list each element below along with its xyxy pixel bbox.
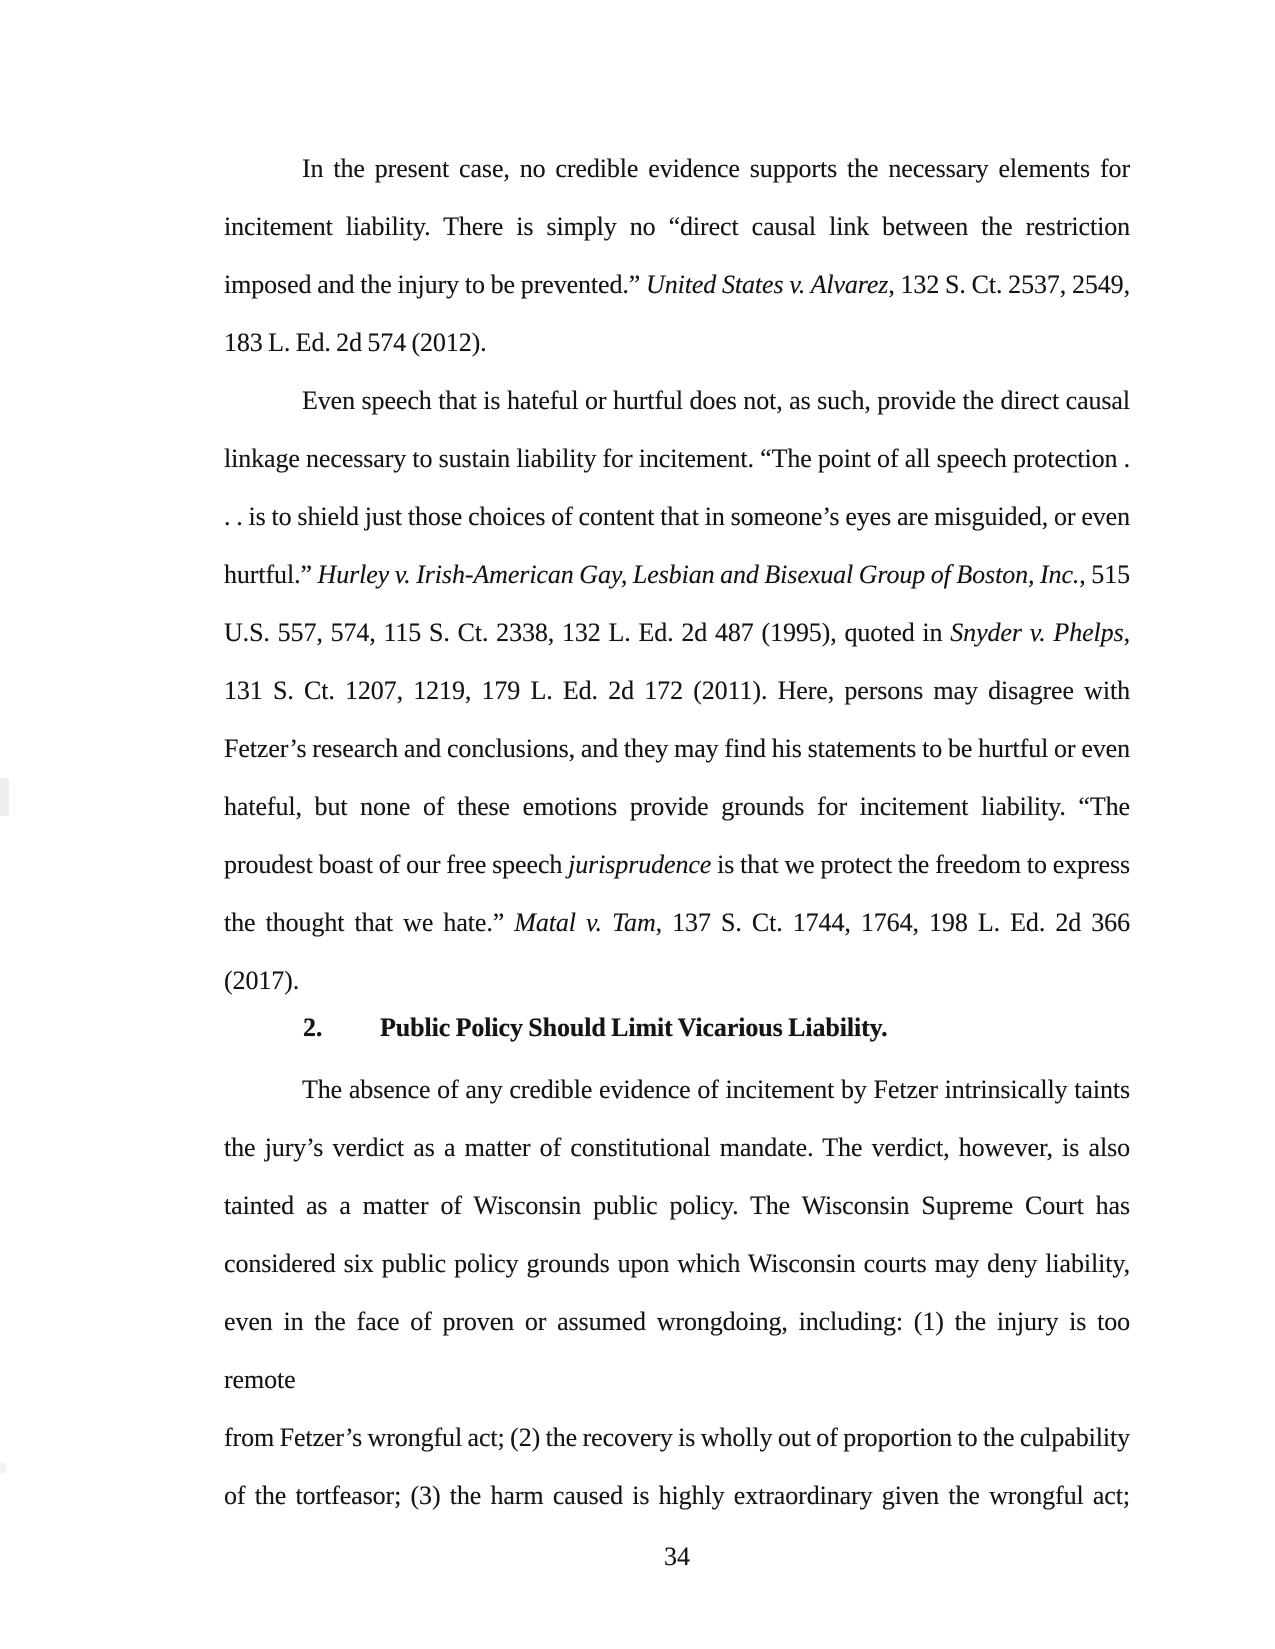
text-segment: 183 L. Ed. 2d 574 (2012). — [224, 328, 487, 357]
text-line — [224, 314, 1130, 372]
text-line — [224, 1235, 1130, 1293]
case-citation-italic: Snyder v. Phelps — [950, 618, 1124, 647]
text-line — [224, 1061, 1130, 1119]
text-line — [224, 140, 1130, 198]
paragraph — [224, 372, 1130, 1010]
text-line — [224, 1409, 1130, 1467]
text-segment: hurtful.” — [224, 560, 318, 589]
text-line — [224, 604, 1130, 662]
text-segment: even in the face of proven or assumed wrongdoing, including: (1) the injury is too remote — [224, 1307, 1130, 1394]
text-segment: tainted as a matter of Wisconsin public policy. The Wisconsin Supreme Court has — [224, 1191, 1130, 1220]
text-segment: linkage necessary to sustain liability for incitement. “The point of all speech protection . — [224, 444, 1130, 473]
text-line — [224, 488, 1130, 546]
text-segment: the jury’s verdict as a matter of constitutional mandate. The verdict, however, is also — [224, 1133, 1130, 1162]
text-line — [224, 662, 1130, 720]
text-segment: considered six public policy grounds upon which Wisconsin courts may deny liability, — [224, 1249, 1130, 1278]
text-line — [224, 1293, 1130, 1409]
text-segment: U.S. 557, 574, 115 S. Ct. 2338, 132 L. Ed. 2d 487 (1995), quoted in — [224, 618, 951, 647]
brief-body-text — [224, 140, 1130, 1525]
text-line — [224, 1467, 1130, 1525]
text-segment: , 132 S. Ct. 2537, 2549, — [888, 270, 1130, 299]
text-segment: In the present case, no credible evidence supports the necessary elements for — [302, 154, 1130, 183]
text-segment: of the tortfeasor; (3) the harm caused is highly extraordinary given the wrongful act; — [224, 1481, 1130, 1510]
text-segment: from Fetzer’s wrongful act; (2) the recovery is wholly out of proportion to the culpability — [224, 1423, 1130, 1452]
section-heading-number: 2. — [303, 1013, 323, 1042]
text-segment: imposed and the injury to be prevented.” — [224, 270, 647, 299]
case-citation-italic: United States v. Alvarez — [646, 270, 889, 299]
text-line — [224, 198, 1130, 256]
text-segment: incitement liability. There is simply no “direct causal link between the restriction — [224, 212, 1130, 241]
case-citation-italic: Hurley v. Irish-American Gay, Lesbian and Bisexual Group of Boston, Inc. — [317, 560, 1080, 589]
text-line — [224, 372, 1130, 430]
text-line — [224, 256, 1130, 314]
text-line — [224, 1177, 1130, 1235]
case-citation-italic: jurisprudence — [568, 850, 712, 879]
section-heading — [224, 999, 1130, 1057]
text-segment: is that we protect the freedom to express — [711, 850, 1130, 879]
scan-artifact — [0, 1462, 6, 1474]
text-line — [224, 894, 1130, 952]
text-line — [224, 720, 1130, 778]
text-segment: hateful, but none of these emotions provide grounds for incitement liability. “The — [224, 792, 1130, 821]
text-line — [224, 430, 1130, 488]
text-segment: Fetzer’s research and conclusions, and they may find his statements to be hurtful or even — [224, 734, 1130, 763]
scan-artifact — [0, 778, 9, 816]
text-segment: the thought that we hate.” — [224, 908, 515, 937]
paragraph — [224, 1061, 1130, 1525]
text-line — [224, 836, 1130, 894]
text-segment: , 137 S. Ct. 1744, 1764, 198 L. Ed. 2d 366 — [655, 908, 1130, 937]
text-segment: 131 S. Ct. 1207, 1219, 179 L. Ed. 2d 172 (2011). Here, persons may disagree with — [224, 676, 1130, 705]
text-segment: proudest boast of our free speech — [224, 850, 569, 879]
page-number: 34 — [664, 1542, 690, 1571]
text-segment: , — [1123, 618, 1130, 647]
section-heading-text: Public Policy Should Limit Vicarious Liability. — [380, 1013, 888, 1042]
paragraph — [224, 140, 1130, 372]
case-citation-italic: Matal v. Tam — [514, 908, 656, 937]
text-segment: The absence of any credible evidence of incitement by Fetzer intrinsically taints — [302, 1075, 1130, 1104]
text-segment: , 515 — [1079, 560, 1130, 589]
text-segment: . . is to shield just those choices of content that in someone’s eyes are misguided, or even — [224, 502, 1130, 531]
text-line — [224, 546, 1130, 604]
text-segment: (2017). — [224, 966, 300, 995]
text-segment: Even speech that is hateful or hurtful does not, as such, provide the direct causal — [302, 386, 1130, 415]
text-line — [224, 1119, 1130, 1177]
text-line — [224, 778, 1130, 836]
